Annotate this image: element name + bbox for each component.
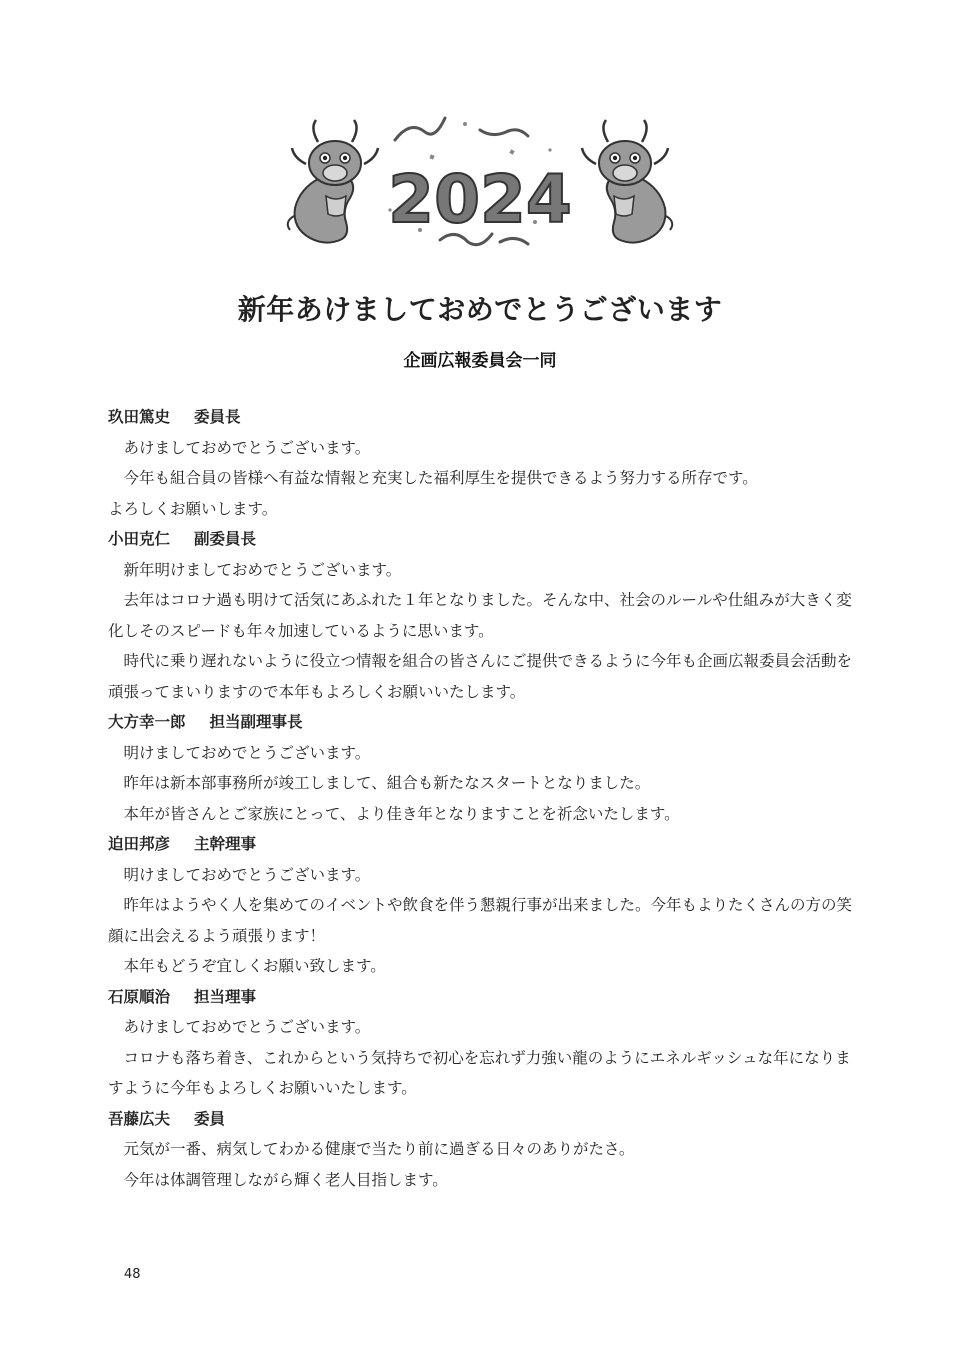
member-name: 石原順治 [108, 986, 171, 1006]
member-name-line [108, 829, 858, 860]
message-paragraph: 時代に乗り遅れないように役立つ情報を組合の皆さんにご提供できるように今年も企画広報委員会活動を頑張ってまいりますので本年もよろしくお願いいたします。 [108, 652, 853, 701]
message-paragraph: よろしくお願いします。 [108, 499, 278, 518]
message-paragraph: あけましておめでとうございます。 [123, 438, 371, 457]
message-paragraph: 去年はコロナ過も明けて活気にあふれた１年となりました。そんな中、社会のルールや仕組みが大きく変化しそのスピードも年々加速しているように思います。 [108, 591, 852, 640]
member-message [108, 524, 858, 707]
member-message [108, 707, 858, 829]
message-paragraph: 明けましておめでとうございます。 [123, 743, 371, 762]
message-paragraph: 本年もどうぞ宜しくお願い致します。 [123, 957, 386, 975]
member-role: 担当副理事長 [209, 712, 303, 731]
right-dragon-icon [582, 120, 672, 243]
member-name-line [108, 707, 858, 738]
message-paragraph: 新年明けましておめでとうございます。 [123, 560, 402, 579]
message-paragraph: あけましておめでとうございます。 [123, 1018, 371, 1036]
message-paragraph: 明けましておめでとうございます。 [123, 865, 371, 884]
message-paragraph: 今年は体調管理しながら輝く老人目指します。 [123, 1170, 448, 1189]
message-paragraph: 昨年はようやく人を集めてのイベントや飲食を伴う懇親行事が出来ました。今年もよりたくさんの方の笑顔に出会えるよう頑張ります！ [108, 896, 853, 945]
page-subheading: 企画広報委員会一同 [403, 351, 557, 371]
member-role: 委員 [194, 1108, 226, 1128]
member-role: 担当理事 [194, 986, 257, 1006]
member-role: 主幹理事 [194, 834, 257, 853]
page-heading: 新年あけましておめでとうございます [237, 293, 723, 326]
member-name: 大方幸一郎 [108, 712, 186, 731]
member-name: 玖田篤史 [108, 407, 171, 426]
message-paragraph: コロナも落ち着き、これからという気持ちで初心を忘れず力強い龍のようにエネルギッシュな年になりますように今年もよろしくお願いいたします。 [108, 1048, 851, 1097]
left-dragon-icon [288, 120, 378, 243]
member-message [108, 1104, 858, 1196]
member-name: 吾藤広夫 [108, 1108, 171, 1128]
member-role: 副委員長 [194, 529, 257, 548]
message-paragraph: 元気が一番、病気してわかる健康で当たり前に過ぎる日々のありがたさ。 [123, 1140, 635, 1158]
member-name-line [108, 1104, 858, 1135]
new-year-banner [270, 110, 690, 260]
member-messages [108, 402, 858, 1195]
member-message [108, 829, 858, 982]
message-paragraph: 本年が皆さんとご家族にとって、より佳き年となりますことを祈念いたします。 [123, 804, 680, 823]
member-name-line [108, 524, 858, 555]
member-name: 迫田邦彦 [108, 834, 171, 853]
member-name: 小田克仁 [108, 529, 171, 548]
member-name-line [108, 982, 858, 1013]
member-message [108, 402, 858, 524]
page-number: 48 [124, 1267, 141, 1282]
message-paragraph: 昨年は新本部事務所が竣工しまして、組合も新たなスタートとなりました。 [123, 774, 651, 792]
member-role: 委員長 [194, 407, 241, 426]
member-name-line [108, 402, 858, 433]
banner-year: 2024 [388, 161, 572, 238]
message-paragraph: 今年も組合員の皆様へ有益な情報と充実した福利厚生を提供できるよう努力する所存です。 [123, 469, 758, 487]
member-message [108, 982, 858, 1104]
